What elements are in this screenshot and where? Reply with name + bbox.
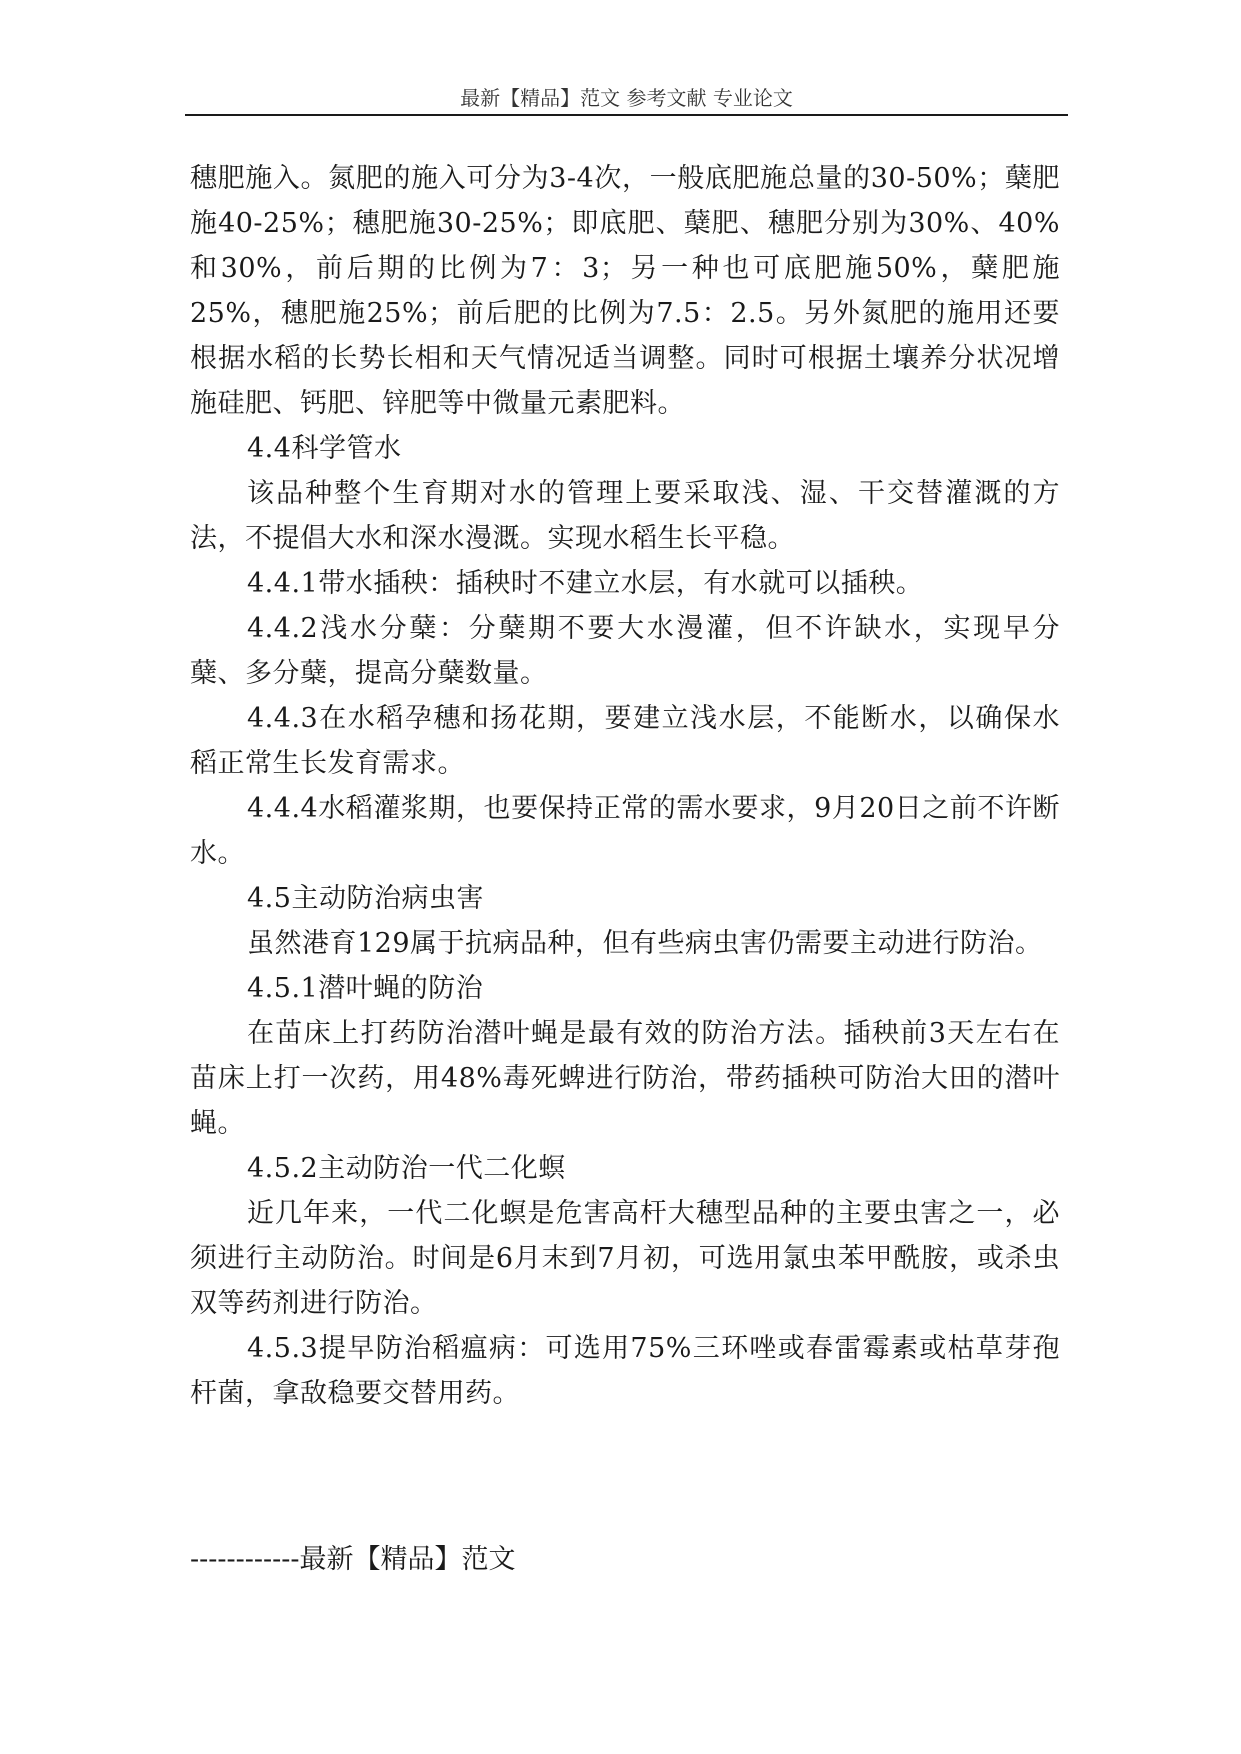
section-heading-4-5: 4.5主动防治病虫害: [247, 883, 484, 914]
subsection-4-4-4: 4.4.4水稻灌浆期，也要保持正常的需水要求，9月20日之前不许断水。: [190, 793, 1060, 869]
body-paragraph: 近几年来，一代二化螟是危害高杆大穗型品种的主要虫害之一，必须进行主动防治。时间是6月末到7月初，可选用氯虫苯甲酰胺，或杀虫双等药剂进行防治。: [190, 1198, 1060, 1319]
header-divider: [185, 114, 1068, 116]
subsection-4-4-1: 4.4.1带水插秧：插秧时不建立水层，有水就可以插秧。: [247, 568, 924, 599]
subsection-4-4-2: 4.4.2浅水分蘖：分蘖期不要大水漫灌，但不许缺水，实现早分蘖、多分蘖，提高分蘖数量。: [190, 613, 1060, 689]
body-paragraph: 虽然港育129属于抗病品种，但有些病虫害仍需要主动进行防治。: [247, 928, 1043, 959]
subsection-4-4-3: 4.4.3在水稻孕穗和扬花期，要建立浅水层，不能断水，以确保水稻正常生长发育需求。: [190, 703, 1060, 779]
page-footer: ------------最新【精品】范文: [190, 1544, 516, 1575]
section-heading-4-4: 4.4科学管水: [247, 433, 402, 464]
body-paragraph: 在苗床上打药防治潜叶蝇是最有效的防治方法。插秧前3天左右在苗床上打一次药，用48%毒死蜱进行防治，带药插秧可防治大田的潜叶蝇。: [190, 1018, 1060, 1139]
subsection-heading-4-5-1: 4.5.1潜叶蝇的防治: [247, 973, 484, 1004]
page-header: 最新【精品】范文 参考文献 专业论文: [460, 86, 793, 110]
body-paragraph: 穗肥施入。氮肥的施入可分为3-4次，一般底肥施总量的30-50%；蘖肥施40-25%；穗肥施30-25%；即底肥、蘖肥、穗肥分别为30%、40%和30%，前后期的比例为7：3；另一种也可底肥施50%，蘖肥施25%，穗肥施25%；前后肥的比例为7.5：2.5。另外氮肥的施用还要根据水稻的长势长相和天气情况适当调整。同时可根据土壤养分状况增施硅肥、钙肥、锌肥等中微量元素肥料。: [190, 163, 1060, 419]
subsection-heading-4-5-2: 4.5.2主动防治一代二化螟: [247, 1153, 566, 1184]
document-body: [190, 156, 1060, 1416]
body-paragraph: 该品种整个生育期对水的管理上要采取浅、湿、干交替灌溉的方法，不提倡大水和深水漫溉。实现水稻生长平稳。: [190, 478, 1060, 554]
subsection-4-5-3: 4.5.3提早防治稻瘟病：可选用75%三环唑或春雷霉素或枯草芽孢杆菌，拿敌稳要交替用药。: [190, 1333, 1060, 1409]
